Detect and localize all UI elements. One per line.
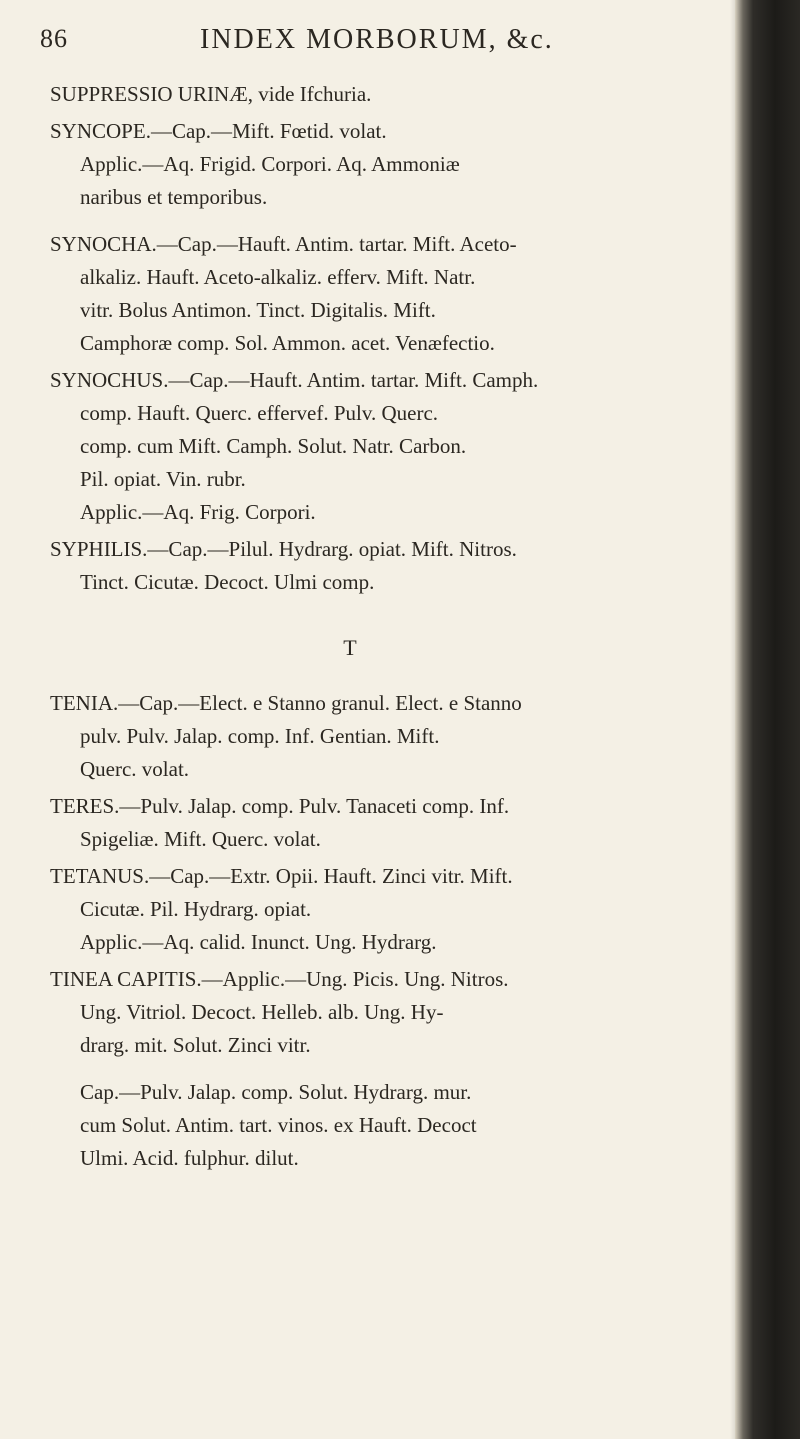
entry-line: SUPPRESSIO URINÆ, vide Ifchuria. — [50, 82, 372, 106]
index-content — [50, 78, 730, 1179]
book-spine — [735, 0, 800, 1439]
entry-line: TETANUS.—Cap.—Extr. Opii. Hauft. Zinci vitr. Mift. — [50, 864, 513, 888]
entry-line: Camphoræ comp. Sol. Ammon. acet. Venæfectio. — [80, 331, 495, 355]
entry-line: Querc. volat. — [80, 757, 190, 781]
entry-syncope — [50, 115, 730, 214]
entry-tetanus — [50, 860, 730, 959]
entry-tinea-capitis — [50, 963, 730, 1062]
entry-line: comp. Hauft. Querc. effervef. Pulv. Querc. — [80, 401, 439, 425]
entry-line: vitr. Bolus Antimon. Tinct. Digitalis. Mift. — [80, 298, 436, 322]
entry-line: cum Solut. Antim. tart. vinos. ex Hauft. Decoct — [80, 1113, 477, 1137]
entry-line: Tinct. Cicutæ. Decoct. Ulmi comp. — [80, 570, 375, 594]
entry-line: TENIA.—Cap.—Elect. e Stanno granul. Elect. e Stanno — [50, 691, 522, 715]
entry-line: Cap.—Pulv. Jalap. comp. Solut. Hydrarg. mur. — [80, 1080, 472, 1104]
entry-line: alkaliz. Hauft. Aceto-alkaliz. efferv. Mift. Natr. — [80, 265, 476, 289]
entry-line: Spigeliæ. Mift. Querc. volat. — [80, 827, 321, 851]
entry-tenia — [50, 687, 730, 786]
entry-line: SYPHILIS.—Cap.—Pilul. Hydrarg. opiat. Mift. Nitros. — [50, 537, 517, 561]
entry-line: Ung. Vitriol. Decoct. Helleb. alb. Ung. Hy- — [80, 1000, 444, 1024]
entry-line: SYNCOPE.—Cap.—Mift. Fœtid. volat. — [50, 119, 387, 143]
entry-line: SYNOCHUS.—Cap.—Hauft. Antim. tartar. Mift. Camph. — [50, 368, 539, 392]
entry-tinea-capitis-cap — [50, 1076, 730, 1175]
section-letter-heading: T — [343, 635, 357, 660]
entry-line: Pil. opiat. Vin. rubr. — [80, 467, 246, 491]
entry-line: pulv. Pulv. Jalap. comp. Inf. Gentian. Mift. — [80, 724, 440, 748]
entry-line: TERES.—Pulv. Jalap. comp. Pulv. Tanaceti comp. Inf. — [50, 794, 510, 818]
entry-line: Ulmi. Acid. fulphur. dilut. — [80, 1146, 299, 1170]
entry-line: SYNOCHA.—Cap.—Hauft. Antim. tartar. Mift. Aceto- — [50, 232, 517, 256]
entry-teres — [50, 790, 730, 856]
entry-syphilis — [50, 533, 730, 599]
entry-synochus — [50, 364, 730, 529]
entry-line: naribus et temporibus. — [80, 185, 268, 209]
entry-line: Applic.—Aq. calid. Inunct. Ung. Hydrarg. — [80, 930, 437, 954]
entry-synocha — [50, 228, 730, 360]
entry-suppressio-urinae — [50, 78, 730, 111]
page-number: 86 — [40, 24, 68, 53]
entry-line: Cicutæ. Pil. Hydrarg. opiat. — [80, 897, 312, 921]
entry-line: Applic.—Aq. Frig. Corpori. — [80, 500, 316, 524]
entry-line: comp. cum Mift. Camph. Solut. Natr. Carbon. — [80, 434, 467, 458]
entry-line: TINEA CAPITIS.—Applic.—Ung. Picis. Ung. Nitros. — [50, 967, 509, 991]
entry-line: drarg. mit. Solut. Zinci vitr. — [80, 1033, 311, 1057]
page-header — [40, 24, 720, 64]
running-head: INDEX MORBORUM, &c. — [200, 24, 554, 55]
entry-line: Applic.—Aq. Frigid. Corpori. Aq. Ammoniæ — [80, 152, 460, 176]
